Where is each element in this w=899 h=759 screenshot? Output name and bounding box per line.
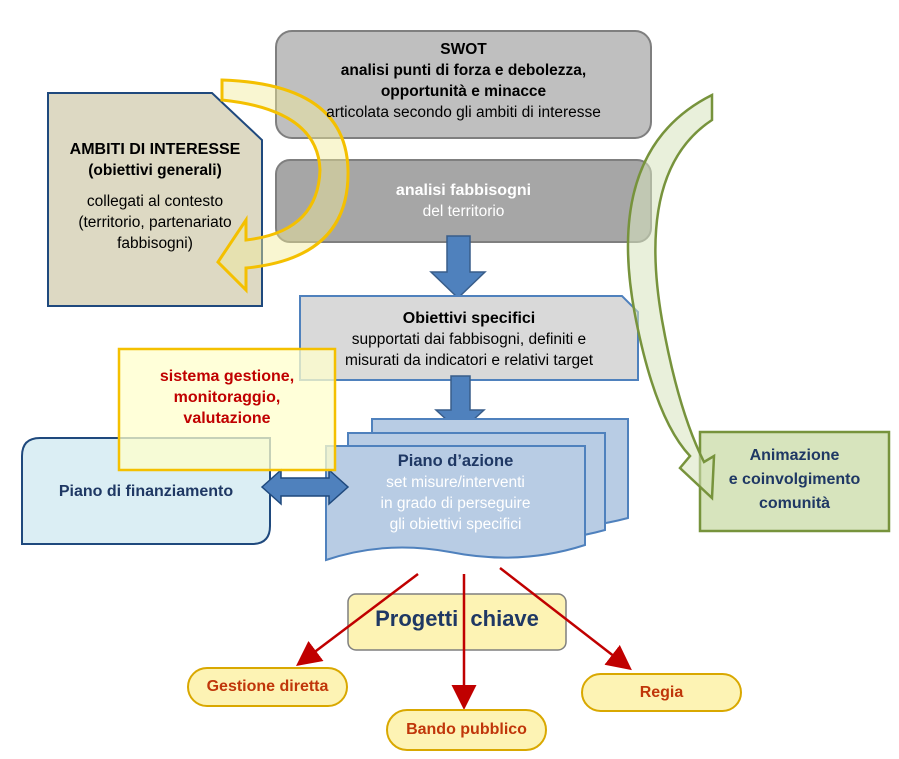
objectives-title: Obiettivi specifici xyxy=(402,310,536,327)
gestione-diretta-label: Gestione diretta xyxy=(206,678,329,695)
regia-label: Regia xyxy=(639,683,684,701)
objectives-line-2: misurati da indicatori e relativi target xyxy=(344,352,594,369)
ambiti-line-1: collegati al contesto xyxy=(86,193,224,210)
action-plan-line-3: gli obiettivi specifici xyxy=(389,516,522,533)
objectives-text xyxy=(300,308,638,371)
ambiti-line-2: (territorio, partenariato xyxy=(78,214,232,231)
swot-text xyxy=(276,39,651,123)
finance-text xyxy=(22,481,270,502)
needs-subtitle: del territorio xyxy=(422,203,505,220)
needs-to-objectives-arrow xyxy=(431,236,485,298)
ambiti-line-3: fabbisogni) xyxy=(117,235,193,252)
management-line-2: monitoraggio, xyxy=(173,389,281,406)
key-projects-text xyxy=(348,606,566,632)
community-line-3: comunità xyxy=(758,495,831,512)
action-plan-title: Piano d’azione xyxy=(397,452,514,470)
action-plan-line-1: set misure/interventi xyxy=(386,474,525,491)
key-projects-label: Progetti chiave xyxy=(375,606,539,631)
swot-line-1: analisi punti di forza e debolezza, xyxy=(340,62,587,79)
swot-title: SWOT xyxy=(440,41,487,58)
ambiti-title: AMBITI DI INTERESSE xyxy=(69,141,241,158)
management-line-1: sistema gestione, xyxy=(159,368,295,385)
action-plan-text xyxy=(326,451,585,535)
bando-pubblico-pill xyxy=(386,709,547,751)
ambiti-subtitle: (obiettivi generali) xyxy=(88,162,222,179)
regia-pill xyxy=(581,673,742,712)
community-line-1: Animazione xyxy=(749,447,840,464)
community-text xyxy=(700,444,889,516)
management-line-3: valutazione xyxy=(183,410,271,427)
bando-pubblico-label: Bando pubblico xyxy=(406,721,527,738)
community-line-2: e coinvolgimento xyxy=(728,471,861,488)
ambiti-text xyxy=(50,139,260,254)
needs-title: analisi fabbisogni xyxy=(395,182,532,199)
gestione-diretta-pill xyxy=(187,667,348,707)
finance-label: Piano di finanziamento xyxy=(58,483,234,500)
action-plan-line-2: in grado di perseguire xyxy=(380,495,531,512)
needs-text xyxy=(276,180,651,222)
objectives-line-1: supportati dai fabbisogni, definiti e xyxy=(351,331,587,348)
swot-line-3: articolata secondo gli ambiti di interesse xyxy=(326,104,601,121)
swot-line-2: opportunità e minacce xyxy=(380,83,547,100)
management-text xyxy=(119,366,335,429)
